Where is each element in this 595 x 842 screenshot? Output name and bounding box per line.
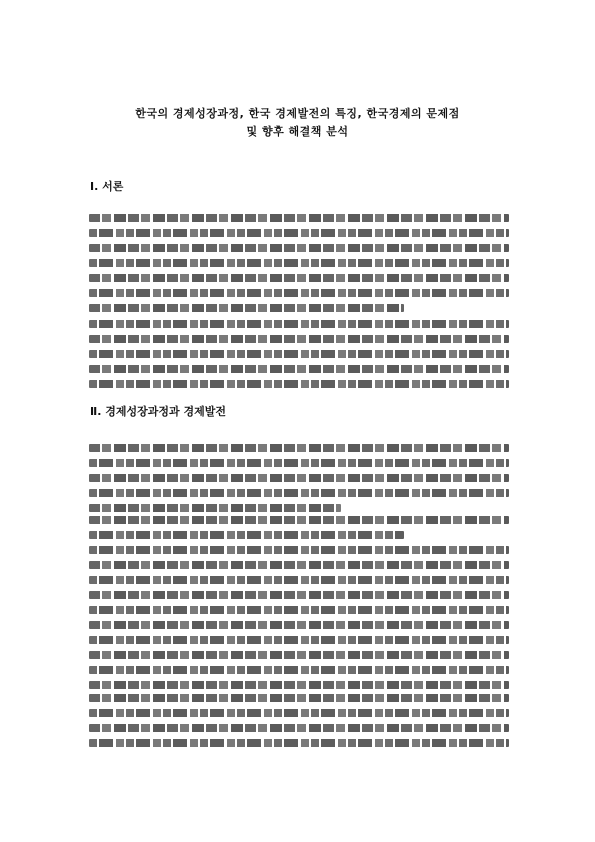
section-2-heading: Ⅱ. 경제성장과정과 경제발전: [90, 405, 226, 418]
paragraph-3: [89, 444, 509, 519]
paragraph-2: [89, 320, 509, 395]
document-title-line-2: 및 향후 해결책 분석: [246, 125, 349, 138]
paragraph-4: [89, 516, 509, 546]
paragraph-1: [89, 214, 509, 319]
paragraph-6: [89, 694, 509, 754]
document-title-line-1: 한국의 경제성장과정, 한국 경제발전의 특징, 한국경제의 문제점: [135, 107, 460, 120]
paragraph-5: [89, 546, 509, 696]
section-1-heading: Ⅰ. 서론: [90, 180, 124, 193]
